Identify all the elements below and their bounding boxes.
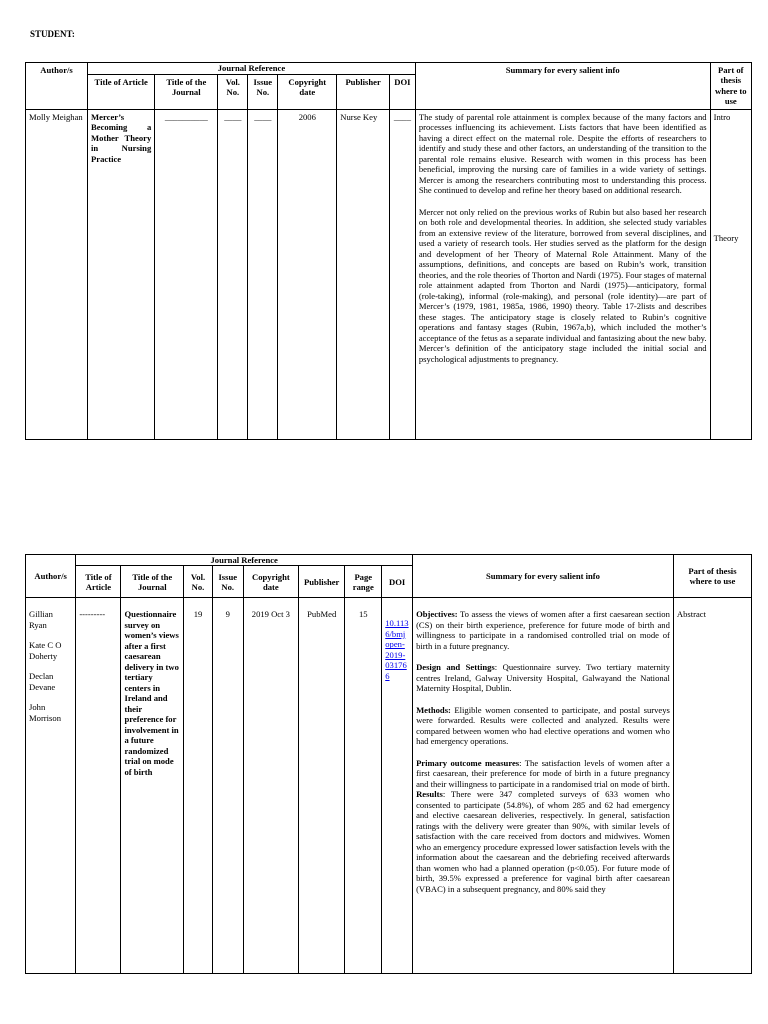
part-cell <box>710 109 751 439</box>
publisher-header-2: Publisher <box>299 566 345 598</box>
part-intro: Intro <box>713 111 731 122</box>
summary-cell <box>415 109 710 439</box>
title-of-article-header: Title of Article <box>88 74 155 109</box>
part-header: Part of thesis where to use <box>710 63 751 110</box>
copyright-cell: 2006 <box>278 109 337 439</box>
authors-header: Author/s <box>26 63 88 110</box>
author-name: Kate C O Doherty <box>29 640 62 661</box>
student-label: STUDENT: <box>30 29 75 39</box>
primary-outcome-label: Primary outcome measures <box>416 757 520 768</box>
doi-header: DOI <box>389 74 415 109</box>
primary-outcome-text: : The satisfaction levels of women after a first caesarean, their preference for mode of birth in a future pregnancy and their willingness to participate in a randomised trial on mode of birth. <box>416 757 670 789</box>
copyright-header: Copyright date <box>278 74 337 109</box>
publisher-cell-2: PubMed <box>299 598 345 974</box>
design-paragraph <box>416 662 670 693</box>
copyright-cell-2: 2019 Oct 3 <box>243 598 298 974</box>
objectives-label: Objectives: <box>416 609 458 620</box>
author-cell: Molly Meighan <box>26 109 88 439</box>
summary-header-2: Summary for every salient info <box>413 555 674 598</box>
journal-reference-table-2 <box>25 554 752 974</box>
title-of-article-header-2: Title of Article <box>76 566 121 598</box>
author-name: Declan Devane <box>29 671 56 692</box>
author-name: Gillian Ryan <box>29 609 53 630</box>
journal-reference-header-2: Journal Reference <box>76 555 413 566</box>
objectives-paragraph <box>416 609 670 651</box>
issue-cell: ____ <box>248 109 278 439</box>
page-range-cell-2: 15 <box>345 598 382 974</box>
vol-cell: ____ <box>218 109 248 439</box>
issue-cell-2: 9 <box>212 598 243 974</box>
design-text: : Questionnaire survey. Two tertiary maternity centres Ireland, Galway University Hospital, Galwayand the National Maternity Hospital, Dublin. <box>416 662 670 694</box>
primary-outcome-paragraph <box>416 758 670 789</box>
journal-reference-table-1 <box>25 62 752 440</box>
summary-paragraph-1: The study of parental role attainment is complex because of the many factors and processes influencing its achievement. Lists factors that have been identified as having a direct effect on the maternal role. Despite the efforts of researchers to identify and study these and other factors, an understanding of the transition to the parental role remains elusive. Research with women in this process has been beneficial, improving the nursing care of families in a wide variety of settings. Mercer is among the researchers contributing most to understanding this process. She continued to develop and refine her theory based on additional research. <box>418 111 707 196</box>
vol-header: Vol. No. <box>218 74 248 109</box>
doi-link[interactable]: 10.1136/bmjopen-2019-031766 <box>385 618 409 681</box>
article-title-cell-2: --------- <box>76 598 121 974</box>
title-of-journal-header-2: Title of the Journal <box>121 566 184 598</box>
summary-paragraph-2: Mercer not only relied on the previous works of Rubin but also based her research on both role and developmental theories. In addition, she selected study variables from an extensive review of the literature, borrowed from several disciplines, and used a variety of research tools. Her studies served as the platform for the design and development of her Theory of Maternal Role Attainment. Many of the assumptions, definitions, and concepts are based on Rubin’s work, transition theories, and the role theories of Thorton and Nardi (1975). Four stages of maternal role attainment adapted from Thorton and Nardi (1975)—anticipatory, formal (role-taking), informal (role-making), and personal (role identity)—are part of Mercer’s (1979, 1981, 1985a, 1986, 1990) theory. Table 17-2lists and describes these stages. The anticipatory stage is closely related to Rubin’s cognitive operations and fantasy stages (Rubin, 1967a,b), which included the mother’s acceptance of the fetus as a separate individual and fantasizing about the new baby. Mercer’s definition of the anticipatory stage included the initial social and psychological adjustments to pregnancy. <box>418 206 707 364</box>
summary-cell-2 <box>413 598 674 974</box>
methods-paragraph <box>416 705 670 747</box>
doi-header-2: DOI <box>382 566 413 598</box>
journal-title-cell: __________ <box>155 109 218 439</box>
vol-header-2: Vol. No. <box>184 566 213 598</box>
results-label: Results <box>416 789 443 800</box>
authors-header-2: Author/s <box>26 555 76 598</box>
publisher-cell: Nurse Key <box>337 109 390 439</box>
author-name: John Morrison <box>29 702 61 723</box>
journal-title-cell-2: Questionnaire survey on women’s views after a first caesarean delivery in two tertiary centers in Ireland and their preference for involvement in a future randomized trial on mode of birth <box>121 598 184 974</box>
journal-reference-header: Journal Reference <box>88 63 416 75</box>
doi-cell: ____ <box>389 109 415 439</box>
title-of-journal-header: Title of the Journal <box>155 74 218 109</box>
page-range-header-2: Page range <box>345 566 382 598</box>
publisher-header: Publisher <box>337 74 390 109</box>
methods-label: Methods: <box>416 704 451 715</box>
results-text: : There were 347 completed surveys of 633 women who consented to participate (54.8%), of whom 285 and 62 had emergency and elective caesarean deliveries, respectively. In general, satisfaction ratings with the delivery were greater than 90%, with similar levels of satisfaction with the care received from doctors and midwives. Women who an emergency procedure expressed lower satisfaction levels with the information about the caesarean and the debriefing received afterwards than women who had a planned operation (p<0.05). For future mode of birth, 39.5% expressed a preference for vaginal birth after caesarean (VBAC) in a subsequent pregnancy, and 80% said they <box>416 789 670 894</box>
methods-text: Eligible women consented to participate, and postal surveys were forwarded. Results were collected and analyzed. Results were compared between women who had elective operations and women who had emergency operations. <box>416 704 670 747</box>
copyright-header-2: Copyright date <box>243 566 298 598</box>
summary-header: Summary for every salient info <box>415 63 710 110</box>
objectives-text: To assess the views of women after a first caesarean section (CS) on their birth experience, preference for future mode of birth and willingness to participate in a randomised controlled trial on mode of birth in a future pregnancy. <box>416 609 670 651</box>
article-title-cell: Mercer’s Becoming a Mother Theory in Nursing Practice <box>88 109 155 439</box>
issue-header-2: Issue No. <box>212 566 243 598</box>
results-paragraph <box>416 789 670 894</box>
authors-cell-2 <box>26 598 76 974</box>
doi-cell-2 <box>382 598 413 974</box>
vol-cell-2: 19 <box>184 598 213 974</box>
design-label: Design and Settings <box>416 662 495 673</box>
issue-header: Issue No. <box>248 74 278 109</box>
part-theory: Theory <box>713 233 739 244</box>
part-header-2: Part of thesis where to use <box>673 555 751 598</box>
part-cell-2: Abstract <box>673 598 751 974</box>
